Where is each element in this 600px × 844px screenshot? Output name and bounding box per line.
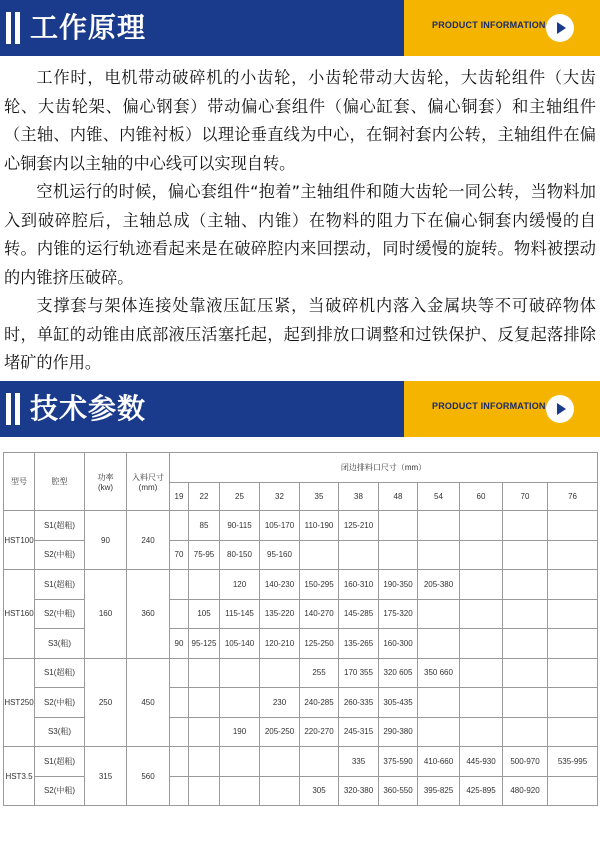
header-model: 型号 (4, 453, 35, 511)
discharge-value: 410-660 (418, 747, 460, 777)
discharge-value: 105-140 (220, 629, 260, 659)
discharge-value: 480-920 (503, 776, 548, 806)
discharge-value (460, 540, 503, 570)
discharge-value (260, 747, 300, 777)
discharge-value: 115-145 (220, 599, 260, 629)
cavity-type: S3(粗) (35, 629, 85, 659)
header-size: 32 (260, 483, 300, 511)
discharge-value (548, 599, 598, 629)
discharge-value: 255 (300, 658, 339, 688)
discharge-value (189, 570, 220, 600)
power-value: 90 (85, 511, 127, 570)
header-size: 48 (379, 483, 418, 511)
discharge-value: 160-300 (379, 629, 418, 659)
header-size: 22 (189, 483, 220, 511)
discharge-value: 135-220 (260, 599, 300, 629)
header-size: 70 (503, 483, 548, 511)
product-info-tab[interactable] (404, 381, 600, 437)
discharge-value: 500-970 (503, 747, 548, 777)
discharge-value: 320-380 (339, 776, 379, 806)
cavity-type: S1(超粗) (35, 511, 85, 541)
discharge-value: 160-310 (339, 570, 379, 600)
power-value: 250 (85, 658, 127, 747)
discharge-value (418, 629, 460, 659)
discharge-value (548, 629, 598, 659)
header-size: 54 (418, 483, 460, 511)
discharge-value (260, 658, 300, 688)
header-discharge: 闭边排料口尺寸（mm） (170, 453, 598, 483)
header-cavity: 腔型 (35, 453, 85, 511)
discharge-value: 260-335 (339, 688, 379, 718)
discharge-value: 105-170 (260, 511, 300, 541)
discharge-value: 135-265 (339, 629, 379, 659)
discharge-value (220, 776, 260, 806)
principle-text (4, 64, 596, 378)
discharge-value (170, 776, 189, 806)
discharge-value: 80-150 (220, 540, 260, 570)
paragraph: 支撑套与架体连接处靠液压缸压紧，当破碎机内落入金属块等不可破碎物体时，单缸的动锥由底部液压活塞托起，起到排放口调整和过铁保护、反复起落排除堵矿的作用。 (4, 296, 596, 372)
discharge-value (379, 511, 418, 541)
header-power (85, 453, 127, 511)
feed-size-value: 240 (127, 511, 170, 570)
discharge-value: 90-115 (220, 511, 260, 541)
discharge-value: 140-270 (300, 599, 339, 629)
discharge-value: 230 (260, 688, 300, 718)
discharge-value (548, 717, 598, 747)
table-row (4, 747, 598, 777)
discharge-value (189, 688, 220, 718)
discharge-value: 85 (189, 511, 220, 541)
discharge-value: 125-250 (300, 629, 339, 659)
header-feed-label: 入料尺寸 (132, 472, 164, 482)
discharge-value: 75-95 (189, 540, 220, 570)
discharge-value (548, 570, 598, 600)
discharge-value: 125-210 (339, 511, 379, 541)
discharge-value (548, 511, 598, 541)
discharge-value: 395-825 (418, 776, 460, 806)
header-size: 25 (220, 483, 260, 511)
discharge-value: 150-295 (300, 570, 339, 600)
discharge-value (418, 511, 460, 541)
discharge-value: 170 355 (339, 658, 379, 688)
cavity-type: S2(中粗) (35, 688, 85, 718)
cavity-type: S2(中粗) (35, 540, 85, 570)
discharge-value (170, 658, 189, 688)
product-info-tab[interactable] (404, 0, 600, 56)
discharge-value (503, 717, 548, 747)
discharge-value (460, 629, 503, 659)
discharge-value (460, 599, 503, 629)
discharge-value (189, 776, 220, 806)
discharge-value: 175-320 (379, 599, 418, 629)
discharge-value (189, 658, 220, 688)
discharge-value: 445-930 (460, 747, 503, 777)
discharge-value (418, 717, 460, 747)
discharge-value (170, 688, 189, 718)
discharge-value (503, 658, 548, 688)
discharge-value (379, 540, 418, 570)
cavity-type: S1(超粗) (35, 658, 85, 688)
cavity-type: S2(中粗) (35, 599, 85, 629)
discharge-value: 305-435 (379, 688, 418, 718)
discharge-value: 305 (300, 776, 339, 806)
discharge-value: 220-270 (300, 717, 339, 747)
discharge-value (460, 658, 503, 688)
discharge-value: 335 (339, 747, 379, 777)
feed-size-value: 560 (127, 747, 170, 806)
discharge-value (220, 688, 260, 718)
discharge-value (189, 717, 220, 747)
discharge-value: 120-210 (260, 629, 300, 659)
model-name: HST3.5 (4, 747, 35, 806)
table-row (4, 658, 598, 688)
discharge-value (418, 540, 460, 570)
paragraph: 空机运行的时候，偏心套组件“抱着”主轴组件和随大齿轮一同公转，当物料加入到破碎腔后，主轴总成（主轴、内锥）在物料的阻力下在偏心铜套内缓慢的自转。内锥的运行轨迹看起来是在破碎腔内来回摆动，同时缓慢的旋转。物料被摆动的内锥挤压破碎。 (4, 182, 596, 287)
discharge-value: 95-125 (189, 629, 220, 659)
discharge-value (503, 540, 548, 570)
discharge-value: 110-190 (300, 511, 339, 541)
header-size: 38 (339, 483, 379, 511)
discharge-value: 245-315 (339, 717, 379, 747)
discharge-value (260, 776, 300, 806)
feed-size-value: 360 (127, 570, 170, 659)
discharge-value (503, 688, 548, 718)
header-size: 19 (170, 483, 189, 511)
discharge-value (339, 540, 379, 570)
spec-table (3, 452, 598, 806)
header-feed (127, 453, 170, 511)
discharge-value (548, 658, 598, 688)
section-banner-specs (0, 381, 600, 437)
table-row (4, 570, 598, 600)
discharge-value (548, 540, 598, 570)
discharge-value (220, 747, 260, 777)
discharge-value (170, 599, 189, 629)
header-feed-unit: (mm) (138, 482, 158, 492)
discharge-value (170, 511, 189, 541)
discharge-value: 95-160 (260, 540, 300, 570)
discharge-value (418, 688, 460, 718)
model-name: HST160 (4, 570, 35, 659)
product-info-label: PRODUCT INFORMATION (432, 20, 546, 30)
discharge-value: 240-285 (300, 688, 339, 718)
discharge-value: 360-550 (379, 776, 418, 806)
paragraph: 工作时，电机带动破碎机的小齿轮，小齿轮带动大齿轮，大齿轮组件（大齿轮、大齿轮架、偏心钢套）带动偏心套组件（偏心缸套、偏心铜套）和主轴组件（主轴、内锥、内锥衬板）以理论垂直线为中心，在铜衬套内公转，主轴组件在偏心铜套内以主轴的中心线可以实现自转。 (4, 68, 596, 173)
discharge-value: 90 (170, 629, 189, 659)
discharge-value (170, 747, 189, 777)
cavity-type: S3(粗) (35, 717, 85, 747)
table-row (4, 511, 598, 541)
discharge-value: 145-285 (339, 599, 379, 629)
header-size: 60 (460, 483, 503, 511)
cavity-type: S2(中粗) (35, 776, 85, 806)
header-size: 35 (300, 483, 339, 511)
discharge-value (460, 570, 503, 600)
discharge-value: 140-230 (260, 570, 300, 600)
play-arrow-icon[interactable] (546, 14, 574, 42)
discharge-value (418, 599, 460, 629)
discharge-value (170, 570, 189, 600)
discharge-value (503, 629, 548, 659)
discharge-value: 105 (189, 599, 220, 629)
discharge-value: 70 (170, 540, 189, 570)
model-name: HST100 (4, 511, 35, 570)
discharge-value (170, 717, 189, 747)
discharge-value: 290-380 (379, 717, 418, 747)
discharge-value (189, 747, 220, 777)
header-power-unit: (kw) (97, 482, 114, 492)
discharge-value (300, 747, 339, 777)
product-info-label: PRODUCT INFORMATION (432, 401, 546, 411)
play-arrow-icon[interactable] (546, 395, 574, 423)
discharge-value: 120 (220, 570, 260, 600)
power-value: 315 (85, 747, 127, 806)
discharge-value: 425-895 (460, 776, 503, 806)
discharge-value: 190-350 (379, 570, 418, 600)
discharge-value: 205-250 (260, 717, 300, 747)
feed-size-value: 450 (127, 658, 170, 747)
cavity-type: S1(超粗) (35, 570, 85, 600)
model-name: HST250 (4, 658, 35, 747)
discharge-value: 375-590 (379, 747, 418, 777)
discharge-value: 320 605 (379, 658, 418, 688)
header-power-label: 功率 (97, 472, 114, 482)
header-size: 76 (548, 483, 598, 511)
discharge-value (460, 717, 503, 747)
discharge-value (220, 658, 260, 688)
discharge-value: 205-380 (418, 570, 460, 600)
discharge-value: 190 (220, 717, 260, 747)
section-title: 工作原理 (30, 11, 147, 44)
discharge-value (503, 570, 548, 600)
discharge-value (300, 540, 339, 570)
discharge-value: 350 660 (418, 658, 460, 688)
power-value: 160 (85, 570, 127, 659)
discharge-value (548, 688, 598, 718)
cavity-type: S1(超粗) (35, 747, 85, 777)
discharge-value (503, 599, 548, 629)
section-banner-principle (0, 0, 600, 56)
discharge-value (548, 776, 598, 806)
discharge-value: 535-995 (548, 747, 598, 777)
discharge-value (503, 511, 548, 541)
discharge-value (460, 511, 503, 541)
section-title: 技术参数 (30, 392, 147, 425)
discharge-value (460, 688, 503, 718)
